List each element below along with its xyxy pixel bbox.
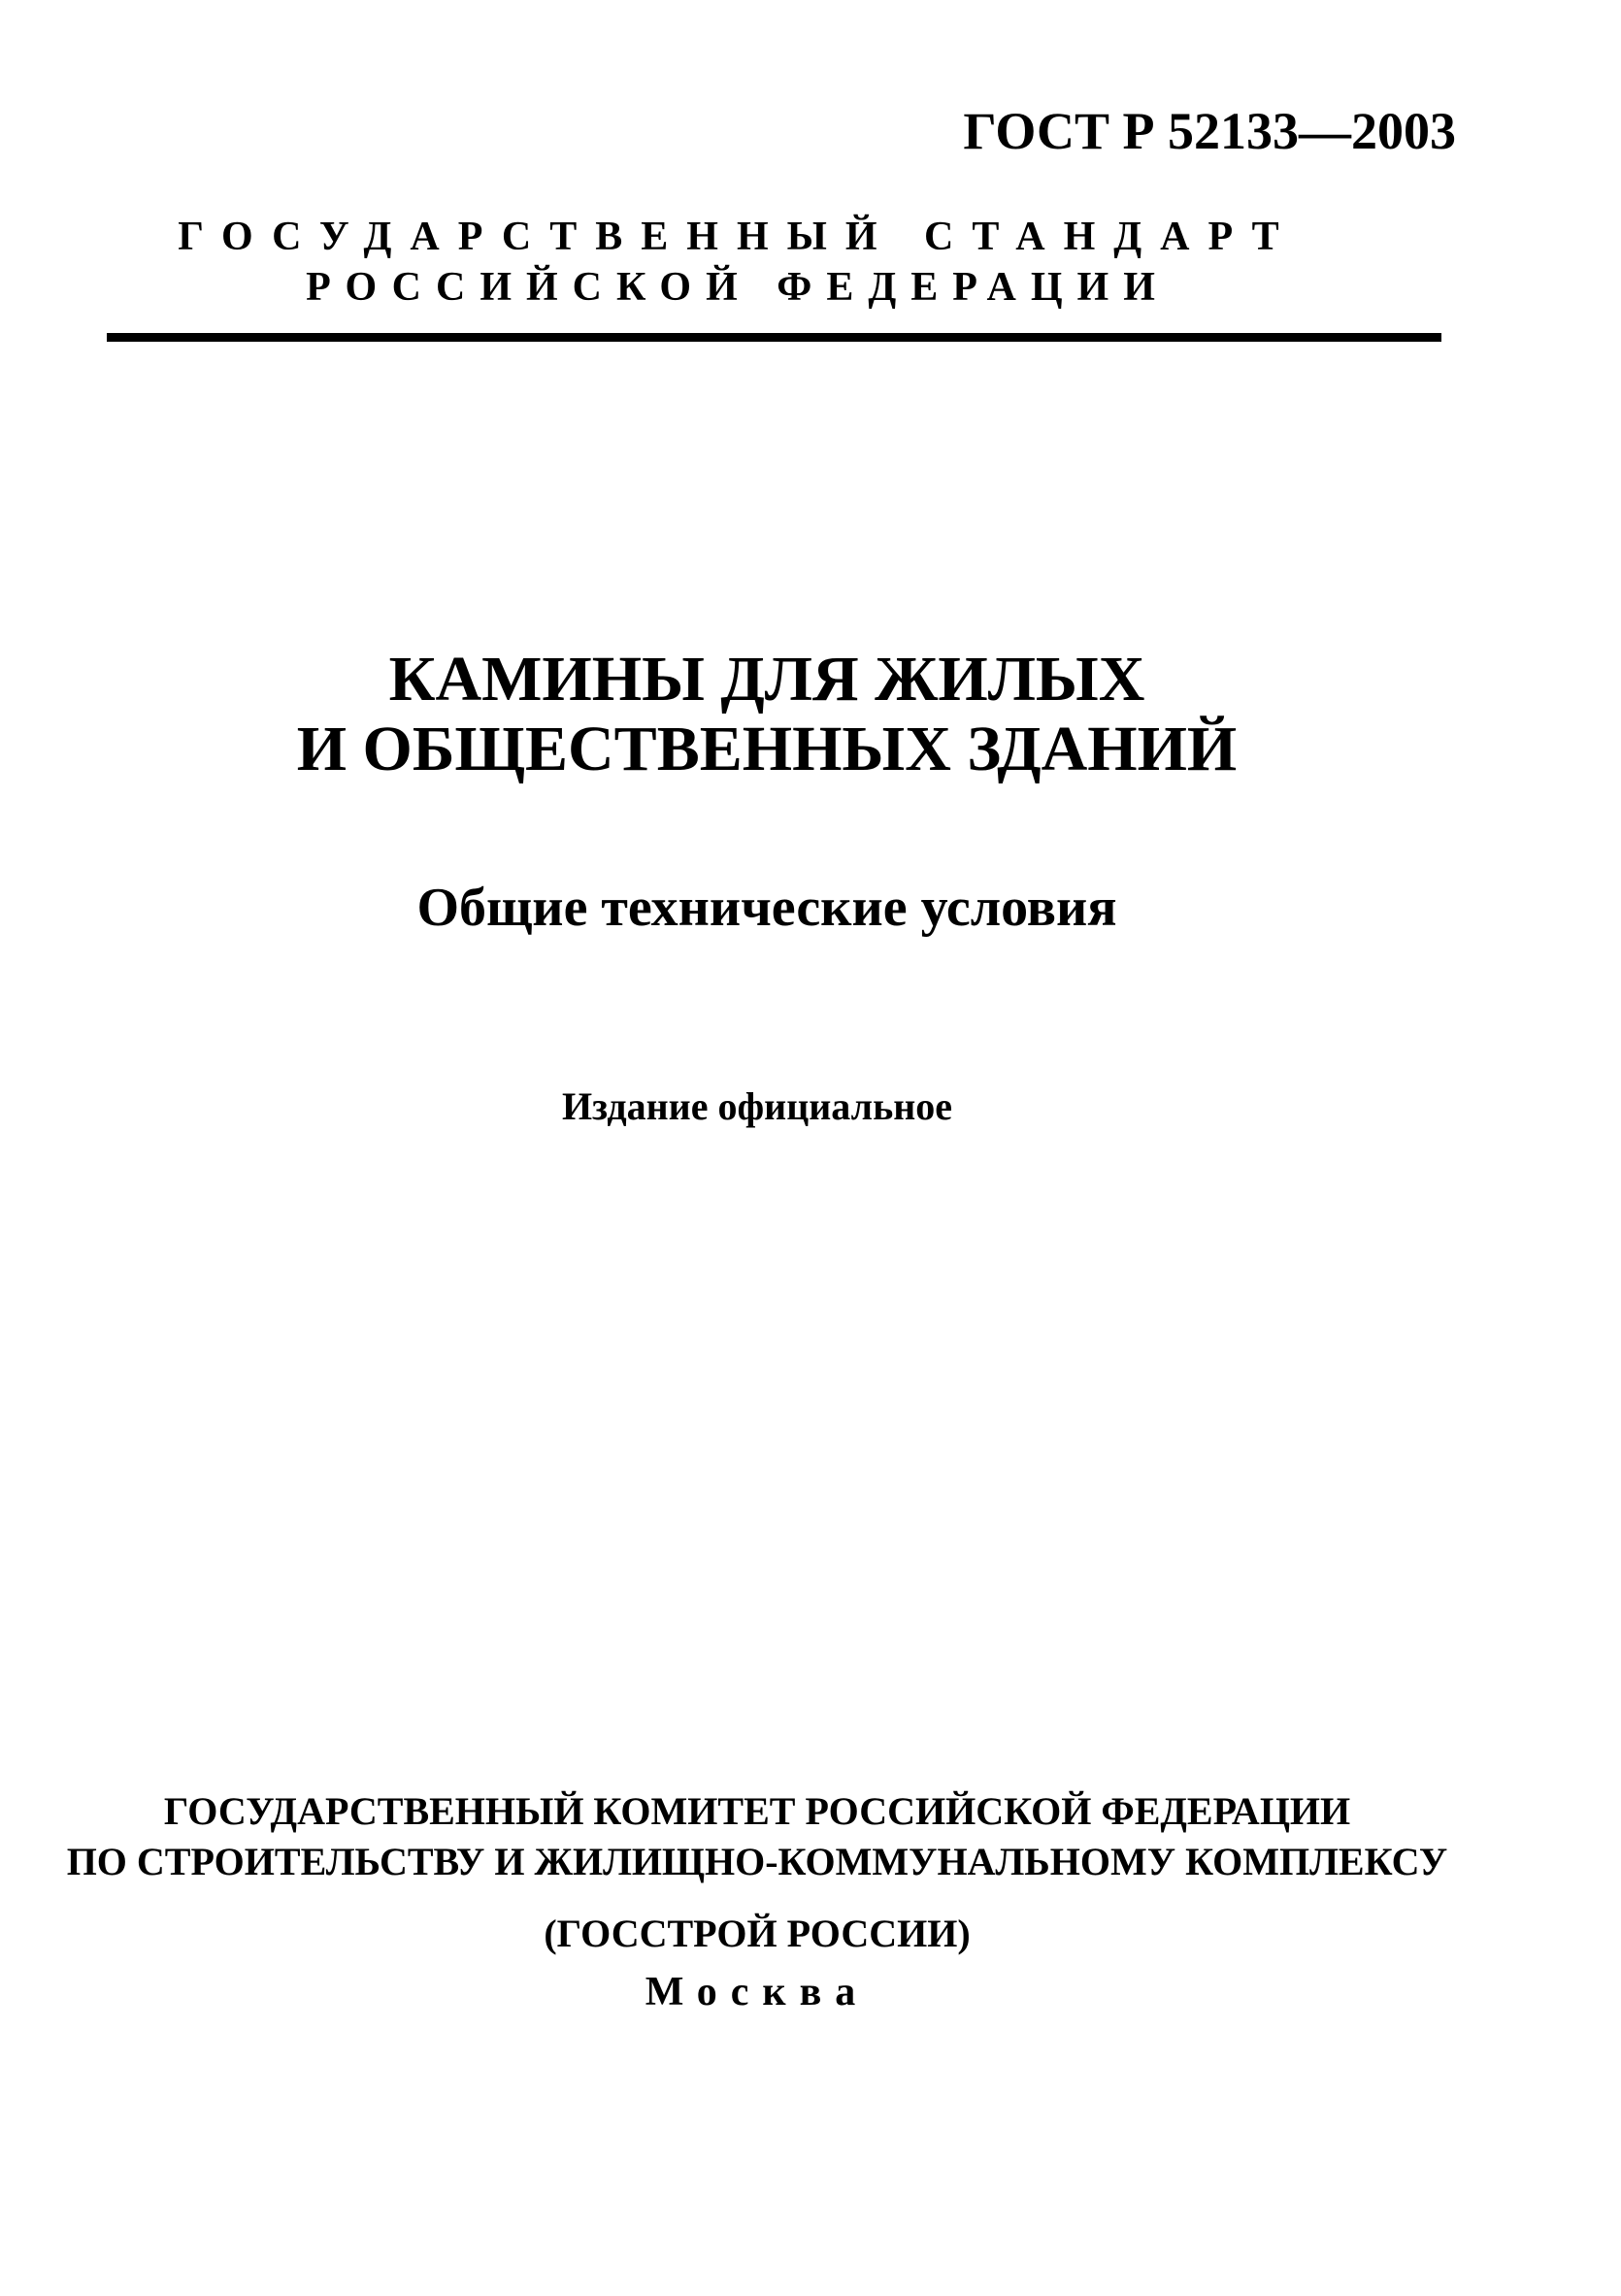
publisher-abbreviation: (ГОССТРОЙ РОССИИ) bbox=[544, 1912, 971, 1955]
edition-label: Издание официальное bbox=[561, 1084, 953, 1128]
state-standard-line-1: ГОСУДАРСТВЕННЫЙ СТАНДАРТ bbox=[178, 215, 1298, 259]
publication-city: Москва bbox=[645, 1970, 870, 2014]
publisher-line-1: ГОСУДАРСТВЕННЫЙ КОМИТЕТ РОССИЙСКОЙ ФЕДЕРАЦИИ bbox=[163, 1789, 1351, 1833]
publisher-line-2: ПО СТРОИТЕЛЬСТВУ И ЖИЛИЩНО-КОММУНАЛЬНОМУ КОМПЛЕКСУ bbox=[66, 1840, 1448, 1883]
document-title bbox=[194, 645, 1340, 784]
state-standard-heading bbox=[97, 212, 1378, 313]
document-title-line-1: КАМИНЫ ДЛЯ ЖИЛЫХ bbox=[388, 644, 1145, 715]
document-subtitle: Общие технические условия bbox=[416, 878, 1117, 938]
publisher-block bbox=[58, 1786, 1456, 1959]
state-standard-line-2: РОССИЙСКОЙ ФЕДЕРАЦИИ bbox=[306, 265, 1170, 310]
document-title-line-2: И ОБЩЕСТВЕННЫХ ЗДАНИЙ bbox=[296, 714, 1238, 784]
header-divider bbox=[107, 333, 1441, 342]
gost-number: ГОСТ Р 52133—2003 bbox=[963, 102, 1456, 160]
